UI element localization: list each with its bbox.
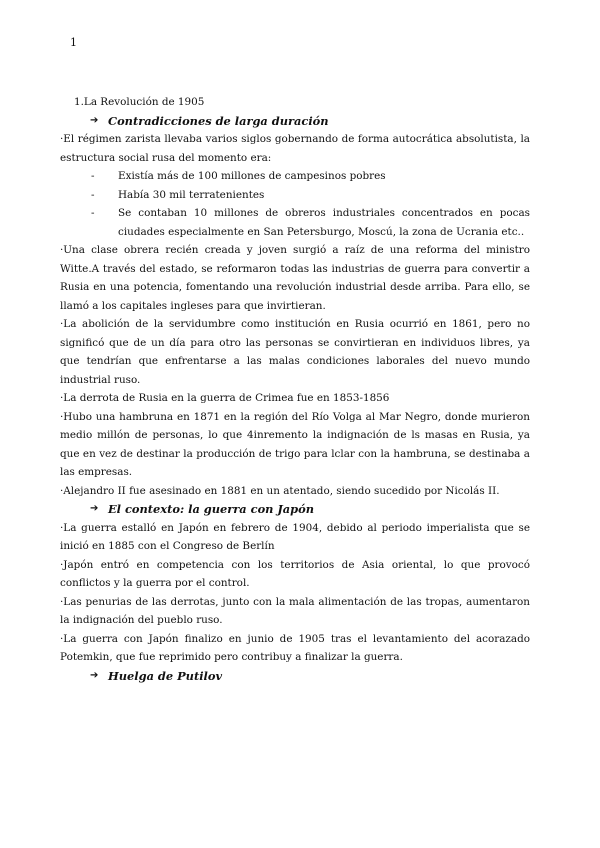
paragraph: ·Una clase obrera recién creada y joven surgió a raíz de una reforma del ministro Witte.A través del estado, se reformaron todas las industrias de guerra para convertir a Rusia en una potencia, fomentando una revolución industrial desde arriba. Para ello, se llamó a los capitales ingleses para que invirtieran. <box>60 244 530 312</box>
section-heading-text: Huelga de Putilov <box>108 668 223 683</box>
section-heading <box>60 667 530 686</box>
paragraph: ·La abolición de la servidumbre como institución en Rusia ocurrió en 1861, pero no significó que de un día para otro las personas se convirtieran en individuos libres, ya que tendrían que enfrentarse a las malas condiciones laborales del nuevo mundo industrial ruso. <box>60 318 530 386</box>
list-item-text: Había 30 mil terratenientes <box>118 188 265 201</box>
paragraph: ·La guerra estalló en Japón en febrero de 1904, debido al periodo imperialista que se inició en 1885 con el Congreso de Berlín <box>60 521 530 552</box>
document-body <box>60 93 530 685</box>
paragraph: ·Alejandro II fue asesinado en 1881 en un atentado, siendo sucedido por Nicolás II. <box>60 484 500 497</box>
bullet-list <box>60 167 530 241</box>
arrow-icon: ➔ <box>90 114 99 126</box>
dash-bullet: - <box>91 188 95 201</box>
arrow-icon: ➔ <box>90 503 99 514</box>
arrow-icon: ➔ <box>90 669 99 681</box>
paragraph: ·La derrota de Rusia en la guerra de Crimea fue en 1853-1856 <box>60 392 390 404</box>
paragraph: ·La guerra con Japón finalizo en junio de 1905 tras el levantamiento del acorazado Potemkin, que fue reprimido pero contribuy a finalizar la guerra. <box>60 632 530 663</box>
list-item <box>60 204 530 241</box>
dash-bullet: - <box>91 207 95 219</box>
paragraph: ·Japón entró en competencia con los territorios de Asia oriental, lo que provocó conflictos y la guerra por el control. <box>60 558 530 589</box>
list-item-text: Existía más de 100 millones de campesinos pobres <box>118 170 386 182</box>
list-item <box>60 167 530 186</box>
list-item-text: Se contaban 10 millones de obreros industriales concentrados en pocas ciudades especialmente en San Petersburgo, Moscú, la zona de Ucrania etc.. <box>118 207 530 238</box>
section-heading <box>60 500 530 519</box>
dash-bullet: - <box>91 170 95 182</box>
document-title: 1.La Revolución de 1905 <box>74 96 205 108</box>
paragraph: ·El régimen zarista llevaba varios siglos gobernando de forma autocrática absolutista, la estructura social rusa del momento era: <box>60 133 530 164</box>
section-heading-text: El contexto: la guerra con Japón <box>108 502 315 516</box>
paragraph: ·Las penurias de las derrotas, junto con la mala alimentación de las tropas, aumentaron la indignación del pueblo ruso. <box>60 595 530 626</box>
section-heading <box>60 112 530 131</box>
page-number: 1 <box>70 36 77 49</box>
paragraph: ·Hubo una hambruna en 1871 en la región del Río Volga al Mar Negro, donde murieron medio millón de personas, lo que 4inremento la indignación de ls masas en Rusia, ya que en vez de destinar la producción de trigo para lclar con la hambruna, se destinaba a las empresas. <box>60 410 530 478</box>
section-heading-text: Contradicciones de larga duración <box>108 113 329 128</box>
list-item <box>60 186 530 205</box>
